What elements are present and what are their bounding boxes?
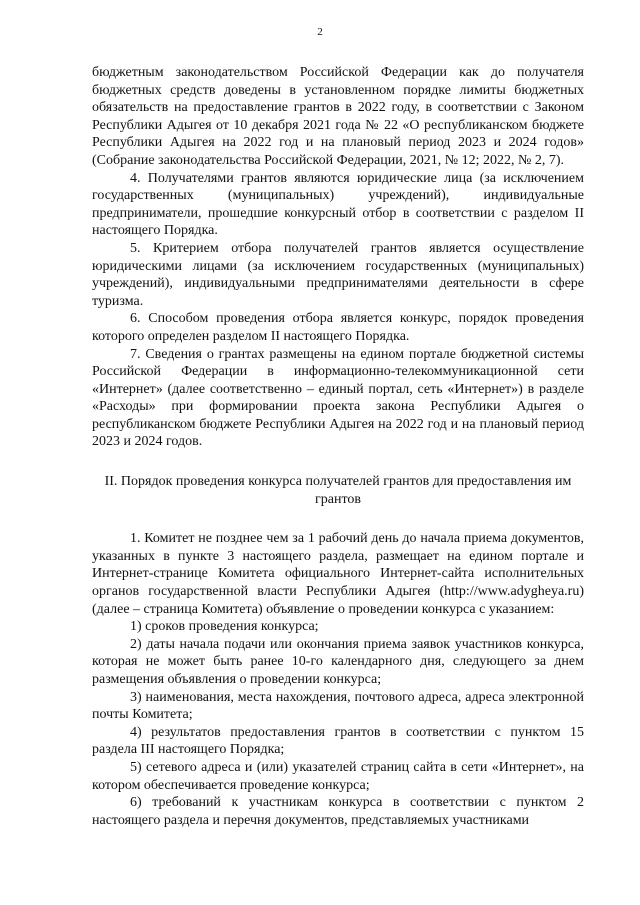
list-item: 4) результатов предоставления грантов в соответствии с пунктом 15 раздела III настоящего Порядка; — [92, 724, 584, 758]
paragraph: 7. Сведения о грантах размещены на едином портале бюджетной системы Российской Федерации в информационно-телекоммуникационной сети «Интернет» (далее соответственно – единый портал, сеть «Интернет») в разделе «Расходы» при формировании проекта закона Республики Адыгея о республиканском бюджете Республики Адыгея на 2022 год и на плановый период 2023 и 2024 годов. — [92, 346, 584, 450]
list-item: 5) сетевого адреса и (или) указателей страниц сайта в сети «Интернет», на котором обеспечивается проведение конкурса; — [92, 759, 584, 793]
list-item: 2) даты начала подачи или окончания приема заявок участников конкурса, которая не может быть ранее 10-го календарного дня, следующего за днем размещения объявления о проведении конкурса; — [92, 636, 584, 687]
paragraph: 6. Способом проведения отбора является конкурс, порядок проведения которого определен разделом II настоящего Порядка. — [92, 311, 584, 344]
list-item: 6) требований к участникам конкурса в соответствии с пунктом 2 настоящего раздела и перечня документов, представляемых участниками — [92, 795, 584, 828]
paragraph: 1. Комитет не позднее чем за 1 рабочий день до начала приема документов, указанных в пункте 3 настоящего раздела, размещает на едином портале и Интернет-странице Комитета официального Интернет-сайта исполнительных органов государственной власти Республики Адыгея (http://www.adygheya.ru) (далее – страница Комитета) объявление о проведении конкурса с указанием: — [92, 531, 584, 617]
document-body — [92, 64, 584, 829]
paragraph: бюджетным законодательством Российской Федерации как до получателя бюджетных средств доведены в установленном порядке лимиты бюджетных обязательств на предоставление грантов в 2022 году, в соответствии с Законом Республики Адыгея от 10 декабря 2021 года № 22 «О республиканском бюджете Республики Адыгея на 2022 год и на плановый период 2023 и 2024 годов» (Собрание законодательства Российской Федерации, 2021, № 12; 2022, № 2, 7). — [92, 65, 584, 168]
paragraph: 5. Критерием отбора получателей грантов является осуществление юридическими лицами (за исключением государственных (муниципальных) учреждений), индивидуальными предпринимателями деятельности в сфере туризма. — [92, 240, 584, 309]
section-heading: II. Порядок проведения конкурса получателей грантов для предоставления им грантов — [104, 474, 572, 507]
list-item: 3) наименования, места нахождения, почтового адреса, адреса электронной почты Комитета; — [92, 689, 584, 723]
page-number: 2 — [317, 26, 323, 38]
list-item: 1) сроков проведения конкурса; — [130, 619, 319, 635]
paragraph: 4. Получателями грантов являются юридические лица (за исключением государственных (муниципальных) учреждений), индивидуальные предприниматели, прошедшие конкурсный отбор в соответствии с разделом II настоящего Порядка. — [92, 170, 584, 239]
